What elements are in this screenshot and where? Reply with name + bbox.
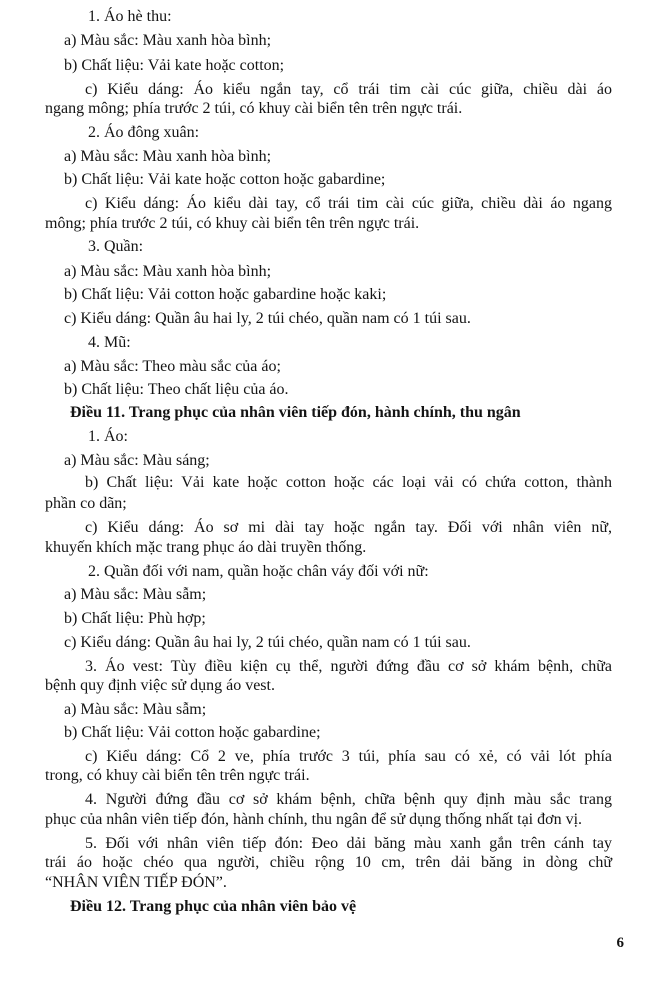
text-line: b) Chất liệu: Vải kate hoặc cotton hoặc các loại vải có chứa cotton, thành bbox=[85, 474, 612, 491]
text-line: 4. Mũ: bbox=[88, 334, 131, 351]
text-line: a) Màu sắc: Màu sẫm; bbox=[64, 586, 207, 603]
text-line: “NHÂN VIÊN TIẾP ĐÓN”. bbox=[45, 874, 227, 891]
text-line: a) Màu sắc: Theo màu sắc của áo; bbox=[64, 358, 281, 375]
text-line: 4. Người đứng đầu cơ sở khám bệnh, chữa bệnh quy định màu sắc trang bbox=[85, 791, 612, 808]
text-line: trái áo hoặc chéo qua người, chiều rộng 10 cm, trên dải băng in dòng chữ bbox=[45, 854, 612, 871]
text-line: b) Chất liệu: Phù hợp; bbox=[64, 610, 206, 627]
text-line: 2. Quần đối với nam, quần hoặc chân váy đối với nữ: bbox=[88, 563, 429, 580]
page-number: 6 bbox=[616, 935, 624, 951]
text-line: a) Màu sắc: Màu xanh hòa bình; bbox=[64, 32, 272, 49]
text-line: a) Màu sắc: Màu sẫm; bbox=[64, 701, 207, 718]
text-line: b) Chất liệu: Theo chất liệu của áo. bbox=[64, 381, 289, 398]
text-line: c) Kiểu dáng: Quần âu hai ly, 2 túi chéo, quần nam có 1 túi sau. bbox=[64, 310, 471, 327]
text-line: c) Kiểu dáng: Quần âu hai ly, 2 túi chéo, quần nam có 1 túi sau. bbox=[64, 634, 471, 651]
text-line: ngang mông; phía trước 2 túi, có khuy cài biển tên trên ngực trái. bbox=[45, 100, 463, 117]
text-line: 5. Đối với nhân viên tiếp đón: Đeo dải băng màu xanh gắn trên cánh tay bbox=[85, 835, 612, 852]
text-line: c) Kiểu dáng: Cổ 2 ve, phía trước 3 túi, phía sau có xẻ, có vải lót phía bbox=[85, 748, 612, 765]
text-line: khuyến khích mặc trang phục áo dài truyền thống. bbox=[45, 539, 367, 556]
text-line: b) Chất liệu: Vải cotton hoặc gabardine hoặc kaki; bbox=[64, 286, 387, 303]
text-line: mông; phía trước 2 túi, có khuy cài biển tên trên ngực trái. bbox=[45, 215, 420, 232]
text-line: a) Màu sắc: Màu xanh hòa bình; bbox=[64, 148, 272, 165]
text-line: phục của nhân viên tiếp đón, hành chính, thu ngân để sử dụng thống nhất tại đơn vị. bbox=[45, 811, 583, 828]
text-line: a) Màu sắc: Màu sáng; bbox=[64, 452, 210, 469]
section-heading: Điều 12. Trang phục của nhân viên bảo vệ bbox=[70, 898, 357, 915]
text-line: b) Chất liệu: Vải kate hoặc cotton hoặc gabardine; bbox=[64, 171, 386, 188]
text-line: 3. Quần: bbox=[88, 238, 144, 255]
text-line: b) Chất liệu: Vải cotton hoặc gabardine; bbox=[64, 724, 321, 741]
text-line: c) Kiểu dáng: Áo kiểu ngắn tay, cổ trái tim cài cúc giữa, chiều dài áo bbox=[85, 81, 612, 98]
text-line: 1. Áo: bbox=[88, 428, 128, 445]
text-line: 1. Áo hè thu: bbox=[88, 8, 172, 25]
text-line: c) Kiểu dáng: Áo kiểu dài tay, cổ trái tim cài cúc giữa, chiều dài áo ngang bbox=[85, 195, 612, 212]
text-line: c) Kiểu dáng: Áo sơ mi dài tay hoặc ngắn tay. Đối với nhân viên nữ, bbox=[85, 519, 612, 536]
text-line: bệnh quy định việc sử dụng áo vest. bbox=[45, 677, 275, 694]
text-line: 2. Áo đông xuân: bbox=[88, 124, 200, 141]
text-line: 3. Áo vest: Tùy điều kiện cụ thể, người đứng đầu cơ sở khám bệnh, chữa bbox=[85, 658, 612, 675]
text-line: b) Chất liệu: Vải kate hoặc cotton; bbox=[64, 57, 285, 74]
section-heading: Điều 11. Trang phục của nhân viên tiếp đón, hành chính, thu ngân bbox=[70, 404, 521, 421]
text-line: trong, có khuy cài biển tên trên ngực trái. bbox=[45, 767, 310, 784]
text-line: a) Màu sắc: Màu xanh hòa bình; bbox=[64, 263, 272, 280]
text-line: phần co dãn; bbox=[45, 495, 127, 512]
